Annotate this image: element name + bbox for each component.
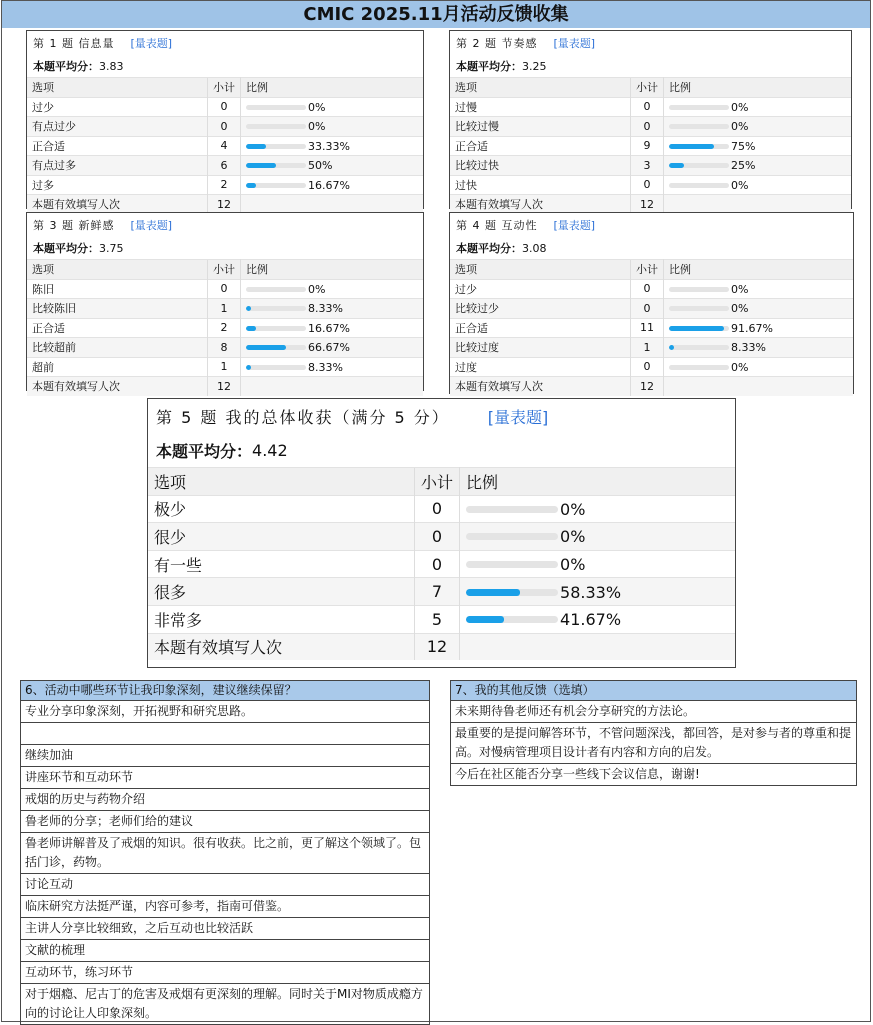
option-ratio — [664, 299, 854, 319]
ratio-bar — [246, 163, 306, 168]
average-score — [27, 55, 423, 77]
option-count: 7 — [415, 578, 460, 606]
option-ratio — [664, 156, 852, 176]
question-1-card — [26, 30, 424, 212]
column-ratio: 比例 — [241, 78, 424, 98]
ratio-bar-fill — [466, 616, 504, 623]
ratio-bar — [466, 616, 558, 623]
ratio-bar — [246, 365, 306, 370]
ratio-bar — [669, 306, 729, 311]
ratio-bar — [669, 365, 729, 370]
feedback-row: 今后在社区能否分享一些线下会议信息，谢谢! — [455, 767, 700, 781]
total-label: 本题有效填写人次 — [27, 195, 208, 214]
feedback-row: 戒烟的历史与药物介绍 — [21, 789, 429, 811]
scale-question-link[interactable]: [量表题] — [130, 219, 173, 232]
option-count: 8 — [208, 338, 241, 358]
total-count: 12 — [415, 633, 460, 660]
ratio-percent: 0% — [308, 282, 326, 296]
ratio-percent: 16.67% — [308, 178, 350, 192]
feedback-row: 互动环节，练习环节 — [21, 962, 429, 984]
ratio-bar-fill — [669, 345, 674, 350]
feedback-row — [21, 723, 429, 745]
table-row — [148, 578, 735, 606]
ratio-bar — [669, 183, 729, 188]
option-label: 过少 — [27, 97, 208, 117]
total-empty — [664, 195, 852, 214]
option-label: 过慢 — [450, 97, 631, 117]
total-empty — [460, 633, 735, 660]
feedback-row: 讲座环节和互动环节 — [21, 767, 429, 789]
table-row — [27, 156, 423, 176]
column-option: 选项 — [450, 260, 631, 280]
feedback-row: 最重要的是提问解答环节，不管问题深浅，都回答，是对参与者的尊重和提高。对慢病管理项目设计者有内容和方向的启发。 — [451, 723, 856, 764]
ratio-percent: 66.67% — [308, 341, 350, 354]
column-ratio: 比例 — [664, 78, 852, 98]
table-row — [148, 523, 735, 551]
feedback-row: 主讲人分享比较细致，之后互动也比较活跃 — [21, 918, 429, 940]
ratio-percent: 0% — [308, 120, 326, 133]
question-title: 第 4 题 互动性 — [456, 219, 538, 232]
option-ratio — [241, 357, 424, 377]
table-row — [148, 495, 735, 523]
option-ratio — [664, 357, 854, 377]
ratio-bar-fill — [669, 163, 684, 168]
option-ratio — [241, 175, 424, 195]
question-header — [27, 31, 423, 55]
ratio-percent: 75% — [731, 139, 756, 153]
table-header-row — [148, 468, 735, 496]
scale-question-link[interactable]: [量表题] — [130, 37, 173, 50]
scale-question-link[interactable]: [量表题] — [553, 219, 596, 232]
column-ratio: 比例 — [241, 260, 424, 280]
option-count: 3 — [631, 156, 664, 176]
option-label: 非常多 — [148, 605, 415, 633]
scale-question-link[interactable]: [量表题] — [553, 37, 596, 50]
option-ratio — [241, 279, 424, 299]
column-ratio: 比例 — [664, 260, 854, 280]
ratio-percent: 58.33% — [560, 582, 622, 602]
option-count: 0 — [631, 299, 664, 319]
option-ratio — [460, 605, 735, 633]
ratio-bar — [466, 561, 558, 568]
option-label: 正合适 — [450, 318, 631, 338]
ratio-bar-fill — [246, 326, 256, 331]
ratio-bar-fill — [246, 163, 276, 168]
ratio-bar-fill — [466, 589, 520, 596]
table-header-row — [27, 260, 423, 280]
option-label: 正合适 — [27, 136, 208, 156]
question-title: 第 1 题 信息量 — [33, 37, 115, 50]
question-header — [450, 31, 851, 55]
table-row — [27, 299, 423, 319]
ratio-percent: 0% — [731, 282, 749, 296]
average-score-value: 4.42 — [252, 440, 288, 460]
option-ratio — [664, 136, 852, 156]
ratio-bar-fill — [669, 326, 724, 331]
average-score — [27, 237, 423, 259]
option-label: 比较过快 — [450, 156, 631, 176]
option-ratio — [664, 318, 854, 338]
average-score-label: 本题平均分： — [456, 60, 522, 73]
ratio-bar — [246, 183, 306, 188]
total-count: 12 — [208, 377, 241, 396]
ratio-percent: 0% — [308, 100, 326, 114]
feedback-row: 继续加油 — [21, 745, 429, 767]
feedback-row: 文献的梳理 — [21, 940, 429, 962]
total-label: 本题有效填写人次 — [450, 195, 631, 214]
option-count: 0 — [415, 523, 460, 551]
column-count: 小计 — [208, 260, 241, 280]
option-label: 很少 — [148, 523, 415, 551]
ratio-bar — [246, 124, 306, 129]
table-row — [27, 318, 423, 338]
average-score — [148, 433, 735, 467]
option-ratio — [460, 523, 735, 551]
ratio-percent: 0% — [731, 178, 749, 192]
option-count: 0 — [208, 97, 241, 117]
option-ratio — [241, 156, 424, 176]
option-label: 有点过少 — [27, 117, 208, 137]
column-count: 小计 — [631, 78, 664, 98]
ratio-percent: 41.67% — [560, 610, 622, 630]
average-score-value: 3.83 — [99, 59, 124, 73]
option-ratio — [460, 495, 735, 523]
feedback-row: 讨论互动 — [21, 874, 429, 896]
feedback-row: 鲁老师的分享；老师们给的建议 — [21, 811, 429, 833]
results-table — [27, 77, 423, 214]
option-count: 0 — [208, 117, 241, 137]
option-ratio — [460, 550, 735, 578]
ratio-percent: 16.67% — [308, 321, 350, 335]
option-count: 9 — [631, 136, 664, 156]
ratio-percent: 0% — [731, 120, 749, 133]
ratio-percent: 91.67% — [731, 321, 773, 335]
scale-question-link[interactable]: [量表题] — [487, 407, 549, 427]
option-ratio — [664, 279, 854, 299]
table-header-row — [450, 78, 851, 98]
ratio-percent: 33.33% — [308, 139, 350, 153]
results-table — [450, 259, 853, 396]
option-label: 陈旧 — [27, 279, 208, 299]
table-row — [27, 97, 423, 117]
table-row — [27, 136, 423, 156]
average-score — [450, 55, 851, 77]
table-row — [450, 299, 853, 319]
option-label: 比较超前 — [27, 338, 208, 358]
question-title: 第 5 题 我的总体收获（满分 5 分） — [156, 407, 450, 427]
average-score-value: 3.08 — [522, 241, 547, 255]
question-header — [450, 213, 853, 237]
option-ratio — [664, 338, 854, 358]
option-count: 0 — [415, 550, 460, 578]
total-count: 12 — [631, 377, 664, 396]
ratio-bar — [669, 144, 729, 149]
ratio-bar — [466, 533, 558, 540]
option-label: 比较过少 — [450, 299, 631, 319]
ratio-bar-fill — [669, 144, 714, 149]
results-table — [450, 77, 851, 214]
average-score-value: 3.75 — [99, 241, 124, 255]
total-row — [27, 195, 423, 214]
feedback-q7-header: 7、我的其他反馈（选填） — [451, 681, 856, 701]
ratio-bar — [669, 326, 729, 331]
option-ratio — [664, 117, 852, 137]
ratio-bar — [669, 345, 729, 350]
ratio-bar — [669, 105, 729, 110]
ratio-bar-fill — [246, 365, 251, 370]
total-empty — [241, 195, 424, 214]
ratio-bar — [246, 306, 306, 311]
total-row — [450, 377, 853, 396]
option-count: 2 — [208, 175, 241, 195]
table-row — [450, 318, 853, 338]
ratio-percent: 25% — [731, 159, 756, 172]
table-header-row — [450, 260, 853, 280]
total-row — [148, 633, 735, 660]
question-4-card — [449, 212, 854, 394]
option-ratio — [241, 338, 424, 358]
table-row — [450, 156, 851, 176]
option-count: 1 — [208, 357, 241, 377]
table-header-row — [27, 78, 423, 98]
option-label: 比较陈旧 — [27, 299, 208, 319]
option-label: 过多 — [27, 175, 208, 195]
option-ratio — [241, 318, 424, 338]
total-label: 本题有效填写人次 — [27, 377, 208, 396]
ratio-bar — [246, 144, 306, 149]
ratio-bar-fill — [246, 306, 251, 311]
ratio-bar — [246, 345, 306, 350]
option-count: 0 — [208, 279, 241, 299]
option-label: 过少 — [450, 279, 631, 299]
option-count: 0 — [631, 175, 664, 195]
total-label: 本题有效填写人次 — [450, 377, 631, 396]
total-label: 本题有效填写人次 — [148, 633, 415, 660]
column-count: 小计 — [631, 260, 664, 280]
ratio-bar — [466, 506, 558, 513]
total-count: 12 — [631, 195, 664, 214]
option-label: 有一些 — [148, 550, 415, 578]
option-count: 6 — [208, 156, 241, 176]
option-ratio — [241, 136, 424, 156]
table-row — [450, 357, 853, 377]
option-label: 正合适 — [27, 318, 208, 338]
option-count: 0 — [415, 495, 460, 523]
table-row — [27, 338, 423, 358]
average-score-label: 本题平均分： — [33, 242, 99, 255]
column-option: 选项 — [27, 78, 208, 98]
ratio-bar-fill — [246, 345, 286, 350]
ratio-percent: 50% — [308, 159, 333, 172]
table-row — [450, 117, 851, 137]
column-count: 小计 — [208, 78, 241, 98]
table-row — [148, 550, 735, 578]
option-label: 有点过多 — [27, 156, 208, 176]
ratio-percent: 8.33% — [308, 360, 343, 374]
ratio-percent: 0% — [560, 527, 586, 547]
ratio-percent: 8.33% — [308, 302, 343, 315]
option-count: 1 — [208, 299, 241, 319]
feedback-row: 临床研究方法挺严谨，内容可参考，指南可借鉴。 — [21, 896, 429, 918]
option-ratio — [664, 97, 852, 117]
question-header — [148, 399, 735, 433]
total-row — [27, 377, 423, 396]
ratio-bar — [669, 124, 729, 129]
ratio-bar-fill — [246, 144, 266, 149]
table-row — [27, 175, 423, 195]
question-2-card — [449, 30, 852, 212]
ratio-bar — [466, 589, 558, 596]
feedback-row: 鲁老师讲解普及了戒烟的知识。很有收获。比之前，更了解这个领域了。包括门诊，药物。 — [21, 833, 429, 874]
average-score-value: 3.25 — [522, 59, 547, 73]
ratio-percent: 0% — [560, 499, 586, 519]
option-count: 5 — [415, 605, 460, 633]
option-ratio — [460, 578, 735, 606]
ratio-percent: 0% — [731, 360, 749, 374]
table-row — [27, 117, 423, 137]
column-option: 选项 — [148, 468, 415, 496]
total-empty — [241, 377, 424, 396]
results-table — [148, 467, 735, 660]
column-ratio: 比例 — [460, 468, 735, 496]
column-option: 选项 — [27, 260, 208, 280]
total-row — [450, 195, 851, 214]
option-label: 过度 — [450, 357, 631, 377]
option-count: 2 — [208, 318, 241, 338]
question-title: 第 3 题 新鲜感 — [33, 219, 115, 232]
column-count: 小计 — [415, 468, 460, 496]
option-ratio — [241, 299, 424, 319]
option-count: 4 — [208, 136, 241, 156]
ratio-percent: 0% — [731, 100, 749, 114]
option-label: 超前 — [27, 357, 208, 377]
feedback-q6-header: 6、活动中哪些环节让我印象深刻，建议继续保留？ — [21, 681, 429, 701]
option-count: 11 — [631, 318, 664, 338]
page-title: CMIC 2025.11月活动反馈收集 — [2, 1, 870, 28]
option-ratio — [241, 117, 424, 137]
feedback-row: 未来期待鲁老师还有机会分享研究的方法论。 — [451, 701, 856, 723]
table-row — [27, 279, 423, 299]
ratio-bar — [246, 105, 306, 110]
ratio-percent: 0% — [560, 555, 586, 575]
table-row — [450, 175, 851, 195]
ratio-bar — [669, 163, 729, 168]
table-row — [27, 357, 423, 377]
question-header — [27, 213, 423, 237]
ratio-percent: 0% — [731, 302, 749, 315]
results-table — [27, 259, 423, 396]
column-option: 选项 — [450, 78, 631, 98]
table-row — [450, 279, 853, 299]
ratio-percent: 8.33% — [731, 341, 766, 354]
option-count: 0 — [631, 357, 664, 377]
table-row — [450, 338, 853, 358]
average-score-label: 本题平均分： — [456, 242, 522, 255]
option-ratio — [241, 97, 424, 117]
option-label: 正合适 — [450, 136, 631, 156]
average-score-label: 本题平均分： — [33, 60, 99, 73]
option-label: 比较过慢 — [450, 117, 631, 137]
option-count: 1 — [631, 338, 664, 358]
option-ratio — [664, 175, 852, 195]
question-3-card — [26, 212, 424, 394]
average-score — [450, 237, 853, 259]
table-row — [450, 97, 851, 117]
feedback-q6-table — [20, 680, 430, 1025]
table-row — [148, 605, 735, 633]
feedback-row: 对于烟瘾、尼古丁的危害及戒烟有更深刻的理解。同时关于MI对物质成瘾方向的讨论让人印象深刻。 — [25, 987, 423, 1020]
feedback-row: 专业分享印象深刻，开拓视野和研究思路。 — [21, 701, 429, 723]
option-label: 过快 — [450, 175, 631, 195]
total-empty — [664, 377, 854, 396]
option-label: 很多 — [148, 578, 415, 606]
table-row — [450, 136, 851, 156]
ratio-bar — [246, 326, 306, 331]
option-count: 0 — [631, 279, 664, 299]
question-5-card — [147, 398, 736, 668]
feedback-q7-table — [450, 680, 857, 786]
ratio-bar-fill — [246, 183, 256, 188]
option-count: 0 — [631, 97, 664, 117]
total-count: 12 — [208, 195, 241, 214]
question-title: 第 2 题 节奏感 — [456, 37, 538, 50]
option-label: 极少 — [148, 495, 415, 523]
ratio-bar — [669, 287, 729, 292]
option-count: 0 — [631, 117, 664, 137]
ratio-bar — [246, 287, 306, 292]
option-label: 比较过度 — [450, 338, 631, 358]
average-score-label: 本题平均分： — [156, 441, 253, 461]
